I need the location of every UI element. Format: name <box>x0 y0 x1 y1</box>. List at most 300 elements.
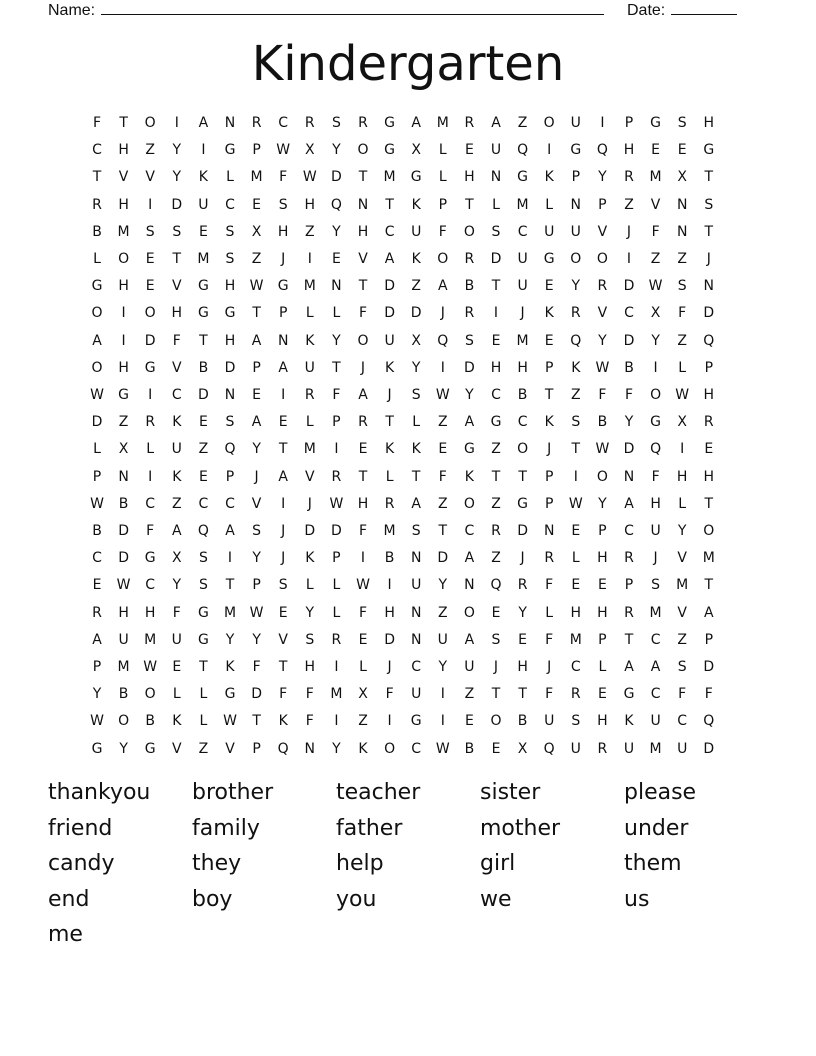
grid-letter: W <box>90 387 104 403</box>
grid-letter: I <box>547 142 552 159</box>
grid-letter: A <box>384 251 395 267</box>
grid-letter: L <box>492 196 500 213</box>
grid-letter: B <box>624 359 634 376</box>
grid-letter: E <box>278 414 288 431</box>
grid-letter: I <box>440 359 445 376</box>
grid-letter: C <box>278 115 289 131</box>
grid-letter: V <box>305 468 315 485</box>
grid-letter: E <box>198 414 208 431</box>
grid-letter: K <box>385 359 395 376</box>
grid-letter: U <box>650 523 661 539</box>
grid-letter: W <box>435 387 450 403</box>
grid-letter: Y <box>465 387 474 403</box>
grid-letter: H <box>224 332 236 349</box>
grid-letter: A <box>172 523 182 539</box>
grid-letter: I <box>174 115 179 131</box>
grid-letter: F <box>678 686 687 703</box>
grid-letter: Z <box>464 686 475 703</box>
grid-letter: Q <box>703 713 715 730</box>
grid-letter: A <box>411 115 421 131</box>
grid-letter: Q <box>543 740 555 757</box>
grid-letter: E <box>438 441 448 458</box>
name-blank-line[interactable] <box>101 0 604 15</box>
grid-letter: J <box>520 550 525 567</box>
grid-letter: L <box>412 414 421 431</box>
grid-letter: J <box>520 305 525 322</box>
grid-letter: V <box>278 631 288 648</box>
grid-letter: Z <box>438 414 448 431</box>
grid-letter: M <box>649 740 662 757</box>
grid-letter: N <box>304 740 316 757</box>
grid-letter: N <box>490 169 502 186</box>
grid-letter: R <box>358 414 368 431</box>
grid-letter: H <box>464 169 475 186</box>
grid-letter: F <box>598 387 607 403</box>
grid-letter: V <box>251 495 262 512</box>
grid-letter: N <box>277 332 289 349</box>
grid-letter: Q <box>517 142 529 159</box>
grid-letter: Q <box>224 441 236 458</box>
grid-letter: S <box>225 223 235 240</box>
grid-letter: V <box>597 223 608 240</box>
grid-letter: E <box>92 577 102 594</box>
grid-letter: E <box>491 604 501 621</box>
grid-letter: H <box>676 468 688 485</box>
grid-letter: K <box>198 169 208 186</box>
grid-letter: G <box>623 686 635 703</box>
grid-letter: U <box>623 740 635 757</box>
grid-letter: J <box>706 251 711 267</box>
grid-letter: S <box>571 713 581 730</box>
grid-letter: I <box>281 495 286 512</box>
word-list-item: father <box>336 815 403 841</box>
grid-letter: E <box>518 631 528 648</box>
grid-letter: F <box>358 305 368 322</box>
grid-letter: E <box>331 251 341 267</box>
grid-letter: C <box>225 495 235 512</box>
grid-letter: S <box>677 659 687 675</box>
grid-letter: Y <box>332 332 341 349</box>
grid-letter: P <box>332 550 341 567</box>
grid-letter: R <box>92 604 102 621</box>
grid-letter: H <box>118 142 129 159</box>
grid-letter: X <box>172 550 182 567</box>
grid-letter: Z <box>624 196 634 213</box>
grid-letter: B <box>118 686 129 703</box>
grid-letter: Z <box>411 278 421 295</box>
grid-letter: O <box>570 251 582 267</box>
grid-letter: R <box>358 115 368 131</box>
grid-letter: U <box>171 441 182 458</box>
grid-letter: G <box>144 550 156 567</box>
grid-letter: H <box>304 659 316 675</box>
grid-letter: I <box>387 577 392 594</box>
grid-letter: M <box>117 223 130 240</box>
grid-letter: E <box>278 604 288 621</box>
grid-letter: S <box>305 631 315 648</box>
grid-letter: Y <box>172 577 182 594</box>
grid-letter: Q <box>197 523 209 539</box>
grid-letter: C <box>650 686 661 703</box>
grid-letter: N <box>410 631 422 648</box>
grid-letter: F <box>172 604 181 621</box>
word-list-item: teacher <box>336 780 421 805</box>
grid-letter: Y <box>598 495 607 512</box>
grid-letter: O <box>144 686 156 703</box>
grid-letter: J <box>387 659 392 675</box>
grid-letter: T <box>385 196 394 213</box>
grid-letter: S <box>278 196 288 213</box>
grid-letter: C <box>624 523 634 539</box>
grid-letter: I <box>121 332 126 349</box>
grid-letter: R <box>597 278 608 295</box>
grid-letter: J <box>493 659 499 675</box>
grid-letter: N <box>224 387 236 403</box>
grid-letter: L <box>226 169 234 186</box>
grid-letter: X <box>650 305 661 322</box>
grid-letter: U <box>171 631 182 648</box>
grid-letter: W <box>568 495 583 512</box>
grid-letter: G <box>570 142 582 159</box>
grid-letter: S <box>464 332 474 349</box>
grid-letter: G <box>410 713 422 730</box>
name-field[interactable] <box>48 0 604 20</box>
grid-letter: F <box>545 577 554 594</box>
grid-letter: T <box>704 577 714 594</box>
grid-letter: R <box>304 387 315 403</box>
grid-letter: T <box>491 278 501 295</box>
grid-letter: S <box>651 577 661 594</box>
grid-letter: V <box>677 604 687 621</box>
grid-letter: L <box>678 359 687 376</box>
grid-letter: Y <box>92 686 102 703</box>
grid-letter: V <box>145 169 155 186</box>
grid-letter: U <box>517 251 528 267</box>
grid-letter: U <box>384 332 395 349</box>
grid-letter: L <box>438 169 447 186</box>
grid-letter: Z <box>251 251 262 267</box>
word-list-item: friend <box>48 815 113 841</box>
grid-letter: R <box>92 196 102 213</box>
grid-letter: G <box>144 359 156 376</box>
grid-letter: R <box>597 740 608 757</box>
grid-letter: Q <box>596 142 608 159</box>
grid-letter: E <box>704 441 714 458</box>
grid-letter: M <box>303 278 316 295</box>
grid-letter: T <box>704 169 714 186</box>
grid-letter: K <box>411 251 421 267</box>
grid-letter: S <box>198 550 208 567</box>
grid-letter: E <box>597 577 607 594</box>
grid-letter: A <box>411 495 421 512</box>
grid-letter: A <box>225 523 235 539</box>
grid-letter: H <box>517 659 528 675</box>
grid-letter: F <box>678 305 687 322</box>
grid-letter: U <box>411 686 422 703</box>
grid-letter: J <box>387 387 392 403</box>
grid-letter: H <box>703 387 715 403</box>
grid-letter: F <box>358 604 368 621</box>
grid-letter: I <box>626 251 632 267</box>
grid-letter: D <box>623 278 635 295</box>
grid-letter: Z <box>438 495 448 512</box>
grid-letter: X <box>251 223 262 240</box>
grid-letter: A <box>278 468 288 485</box>
word-list-item: them <box>624 851 682 876</box>
grid-letter: H <box>570 604 582 621</box>
grid-letter: V <box>597 305 608 322</box>
grid-letter: I <box>307 251 312 267</box>
grid-letter: Y <box>225 631 235 648</box>
grid-letter: R <box>624 604 634 621</box>
grid-letter: W <box>90 495 104 512</box>
grid-letter: N <box>224 115 236 131</box>
grid-letter: Y <box>598 169 607 186</box>
grid-letter: F <box>305 713 314 730</box>
grid-letter: Y <box>252 550 261 567</box>
grid-letter: E <box>358 441 368 458</box>
grid-letter: Z <box>650 251 661 267</box>
grid-letter: K <box>411 196 421 213</box>
word-list-item: candy <box>48 851 115 876</box>
grid-letter: M <box>516 196 529 213</box>
grid-letter: D <box>384 305 395 322</box>
grid-letter: O <box>650 387 662 403</box>
grid-letter: A <box>92 332 102 349</box>
grid-letter: K <box>305 332 315 349</box>
grid-letter: Z <box>571 387 581 403</box>
grid-letter: H <box>597 713 608 730</box>
word-list-item: sister <box>480 780 541 805</box>
grid-letter: C <box>92 142 102 159</box>
grid-letter: P <box>225 468 235 485</box>
grid-letter: H <box>304 196 316 213</box>
grid-letter: U <box>464 659 475 675</box>
grid-letter: A <box>464 550 475 567</box>
grid-letter: R <box>703 414 714 431</box>
grid-letter: D <box>331 523 342 539</box>
header <box>48 0 748 20</box>
grid-letter: M <box>649 604 662 621</box>
grid-letter: X <box>677 414 687 431</box>
grid-letter: F <box>358 523 368 539</box>
grid-letter: I <box>201 142 206 159</box>
grid-letter: L <box>146 441 155 458</box>
grid-letter: I <box>148 387 153 403</box>
grid-letter: W <box>116 577 131 594</box>
grid-letter: E <box>172 659 182 675</box>
grid-letter: H <box>517 359 528 376</box>
grid-letter: K <box>225 659 235 675</box>
grid-letter: D <box>703 740 715 757</box>
grid-letter: I <box>227 550 233 567</box>
grid-letter: H <box>357 223 369 240</box>
grid-letter: K <box>172 713 182 730</box>
grid-letter: Z <box>677 332 687 349</box>
grid-letter: D <box>118 550 129 567</box>
grid-letter: L <box>305 305 314 322</box>
grid-letter: T <box>278 441 288 458</box>
grid-letter: Y <box>332 142 341 159</box>
grid-letter: Z <box>438 604 448 621</box>
grid-letter: V <box>172 740 182 757</box>
grid-letter: D <box>384 278 395 295</box>
grid-letter: H <box>144 604 156 621</box>
grid-letter: J <box>626 223 632 240</box>
grid-letter: O <box>118 251 130 267</box>
grid-letter: H <box>224 278 236 295</box>
grid-letter: H <box>357 495 369 512</box>
grid-letter: L <box>199 713 208 730</box>
grid-letter: T <box>491 686 501 703</box>
grid-letter: C <box>570 659 581 675</box>
grid-letter: E <box>491 740 501 757</box>
grid-letter: I <box>387 713 392 730</box>
grid-letter: Z <box>491 495 501 512</box>
grid-letter: A <box>438 278 448 295</box>
grid-letter: V <box>172 359 182 376</box>
grid-letter: Y <box>651 332 660 349</box>
grid-letter: Y <box>252 441 261 458</box>
grid-letter: A <box>464 631 475 648</box>
grid-letter: S <box>172 223 182 240</box>
grid-letter: E <box>677 142 687 159</box>
grid-letter: P <box>544 468 554 485</box>
grid-letter: Y <box>172 169 182 186</box>
grid-letter: L <box>305 414 314 431</box>
grid-letter: O <box>357 332 369 349</box>
grid-letter: W <box>356 577 370 594</box>
grid-letter: K <box>172 468 182 485</box>
grid-letter: T <box>411 468 421 485</box>
grid-letter: M <box>383 523 396 539</box>
grid-letter: P <box>571 169 581 186</box>
grid-letter: W <box>648 278 663 295</box>
grid-letter: D <box>171 196 183 213</box>
grid-letter: P <box>92 659 102 675</box>
grid-letter: H <box>623 142 635 159</box>
grid-letter: W <box>276 142 291 159</box>
grid-letter: T <box>465 196 474 213</box>
grid-letter: U <box>490 142 502 159</box>
grid-letter: G <box>650 414 662 431</box>
grid-letter: L <box>598 659 607 675</box>
grid-letter: D <box>410 305 422 322</box>
grid-letter: P <box>278 305 288 322</box>
grid-letter: W <box>675 387 690 403</box>
grid-letter: N <box>410 550 422 567</box>
grid-letter: I <box>680 441 685 458</box>
grid-letter: R <box>464 305 475 322</box>
date-blank-line[interactable] <box>671 0 737 15</box>
grid-letter: O <box>384 740 396 757</box>
grid-letter: H <box>171 305 183 322</box>
grid-letter: Y <box>438 659 448 675</box>
grid-letter: S <box>677 278 687 295</box>
grid-letter: D <box>384 631 395 648</box>
grid-letter: W <box>302 169 317 186</box>
grid-letter: F <box>545 631 554 648</box>
grid-letter: H <box>384 604 395 621</box>
grid-letter: N <box>118 468 129 485</box>
word-list-item: under <box>624 815 689 841</box>
grid-letter: V <box>358 251 368 267</box>
grid-letter: D <box>703 659 715 675</box>
grid-letter: Y <box>172 142 182 159</box>
grid-letter: D <box>251 686 262 703</box>
grid-letter: O <box>437 251 449 267</box>
grid-letter: L <box>199 686 208 703</box>
grid-letter: T <box>252 305 261 322</box>
page-title: Kindergarten <box>251 36 565 92</box>
grid-letter: K <box>172 414 182 431</box>
grid-letter: R <box>491 523 501 539</box>
grid-letter: F <box>332 387 341 403</box>
grid-letter: K <box>464 468 474 485</box>
grid-letter: E <box>198 468 208 485</box>
grid-letter: N <box>676 223 688 240</box>
grid-letter: X <box>305 142 315 159</box>
grid-letter: P <box>704 359 714 376</box>
grid-letter: X <box>517 740 528 757</box>
grid-letter: H <box>703 468 715 485</box>
grid-letter: Z <box>305 223 315 240</box>
grid-letter: E <box>145 251 155 267</box>
grid-letter: S <box>677 115 687 131</box>
grid-letter: B <box>92 523 102 539</box>
grid-letter: Y <box>119 740 128 757</box>
grid-letter: Y <box>305 604 315 621</box>
grid-letter: B <box>597 414 608 431</box>
grid-letter: B <box>92 223 102 240</box>
grid-letter: R <box>624 169 634 186</box>
grid-letter: U <box>544 223 555 240</box>
grid-letter: T <box>704 223 714 240</box>
grid-letter: H <box>650 495 661 512</box>
grid-letter: N <box>676 196 688 213</box>
grid-letter: Z <box>491 441 501 458</box>
grid-letter: R <box>304 115 315 131</box>
grid-letter: H <box>118 278 129 295</box>
grid-letter: J <box>307 495 312 512</box>
grid-letter: G <box>517 495 529 512</box>
grid-letter: P <box>92 468 102 485</box>
grid-letter: E <box>464 142 474 159</box>
grid-letter: T <box>704 495 714 512</box>
grid-letter: C <box>677 713 688 730</box>
date-field[interactable] <box>627 0 737 20</box>
grid-letter: W <box>249 604 264 621</box>
grid-letter: R <box>624 550 634 567</box>
grid-letter: P <box>252 142 261 159</box>
grid-letter: T <box>518 468 527 485</box>
grid-letter: E <box>491 332 501 349</box>
grid-letter: G <box>703 142 715 159</box>
grid-letter: W <box>143 659 158 675</box>
grid-letter: V <box>172 278 182 295</box>
grid-letter: S <box>225 251 235 267</box>
grid-letter: I <box>148 196 153 213</box>
grid-letter: Y <box>332 223 341 240</box>
grid-letter: L <box>332 305 341 322</box>
grid-letter: I <box>281 387 286 403</box>
grid-letter: Q <box>650 441 662 458</box>
grid-letter: P <box>544 359 554 376</box>
grid-letter: U <box>517 278 528 295</box>
grid-letter: J <box>281 251 286 267</box>
grid-letter: G <box>517 169 529 186</box>
grid-letter: P <box>598 631 607 648</box>
